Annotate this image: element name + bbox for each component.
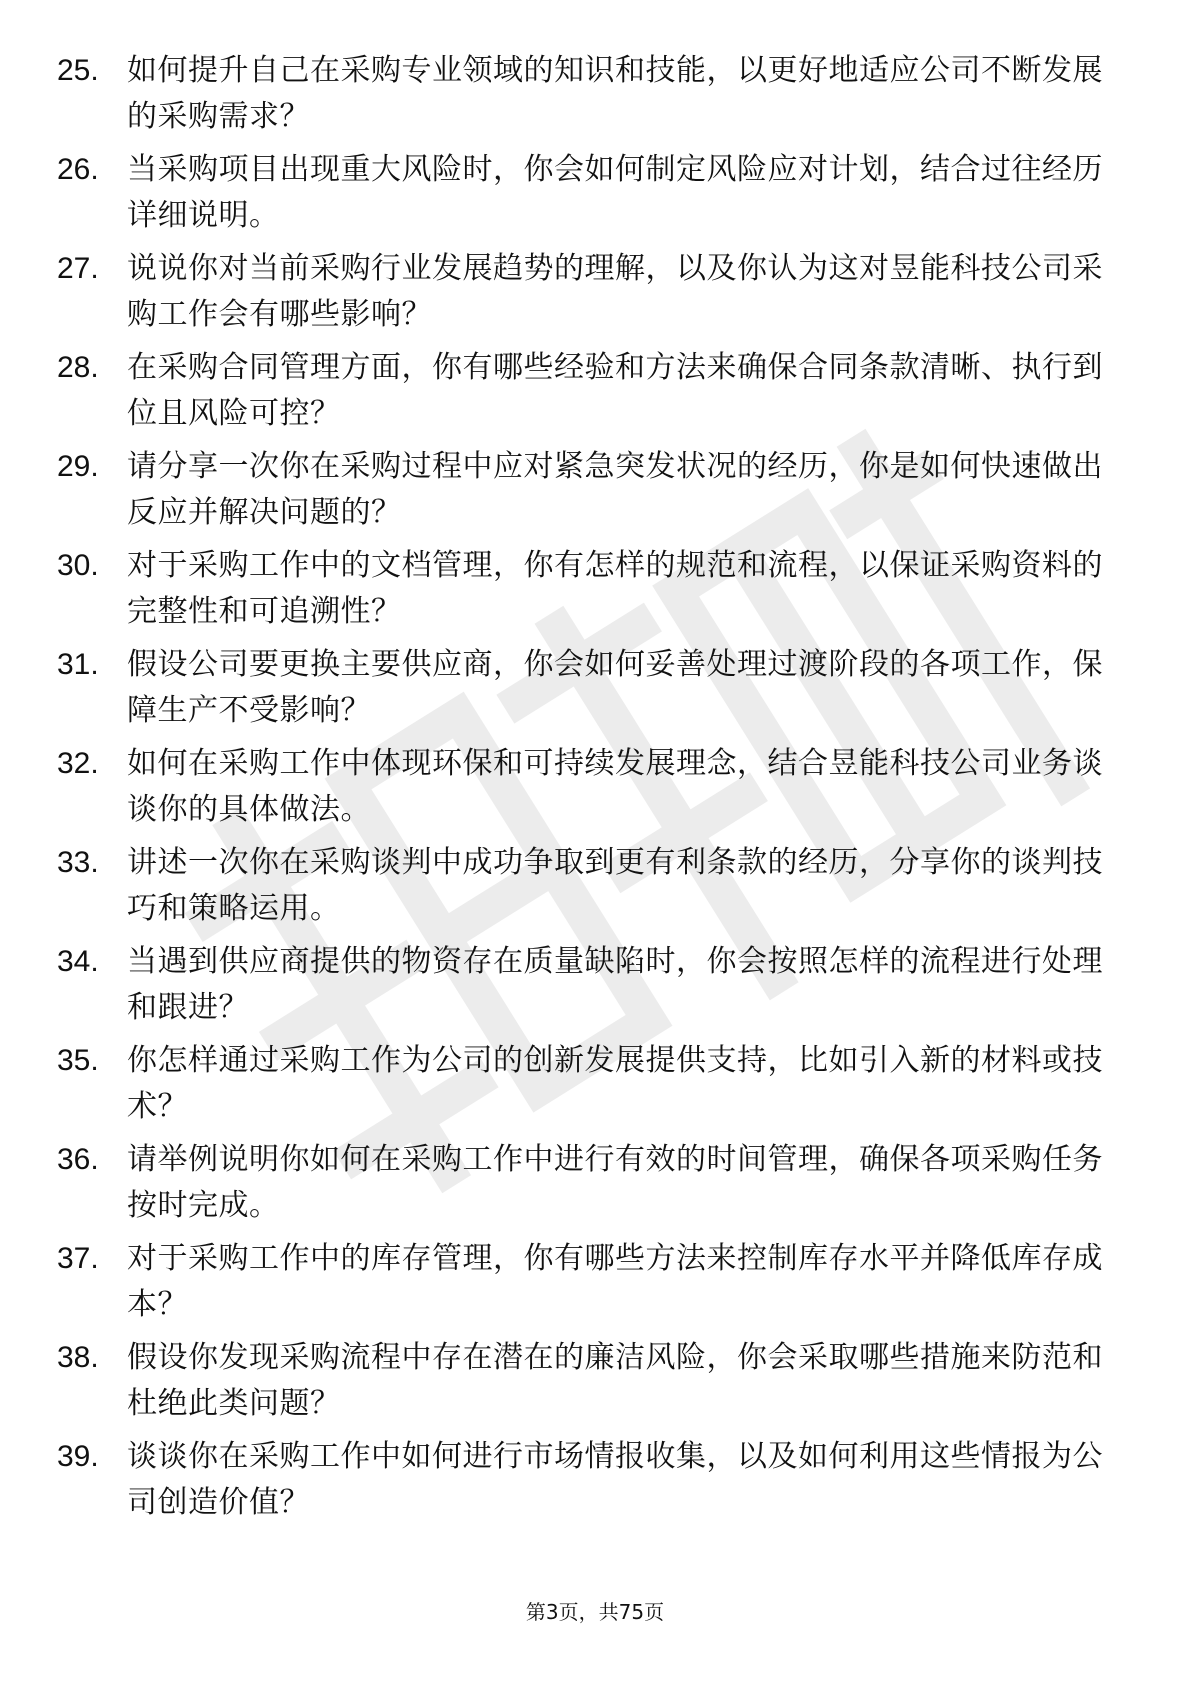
- question-number: 26.: [57, 153, 99, 186]
- question-item: [0, 147, 1190, 237]
- question-text: 如何提升自己在采购专业领域的知识和技能，以更好地适应公司不断发展的采购需求？: [127, 53, 1103, 134]
- question-text: 对于采购工作中的库存管理，你有哪些方法来控制库存水平并降低库存成本？: [127, 1241, 1103, 1322]
- question-text: 当采购项目出现重大风险时，你会如何制定风险应对计划，结合过往经历详细说明。: [127, 152, 1103, 233]
- question-number: 37.: [57, 1242, 99, 1275]
- question-item: [0, 345, 1190, 435]
- question-item: [0, 48, 1190, 138]
- question-text: 如何在采购工作中体现环保和可持续发展理念，结合昱能科技公司业务谈谈你的具体做法。: [127, 746, 1103, 827]
- question-item: [0, 1038, 1190, 1128]
- question-item: [0, 939, 1190, 1029]
- question-number: 28.: [57, 351, 99, 384]
- question-text: 说说你对当前采购行业发展趋势的理解，以及你认为这对昱能科技公司采购工作会有哪些影响？: [127, 251, 1103, 332]
- question-text: 请分享一次你在采购过程中应对紧急突发状况的经历，你是如何快速做出反应并解决问题的？: [127, 449, 1103, 530]
- page-footer: [0, 1598, 1190, 1626]
- question-number: 36.: [57, 1143, 99, 1176]
- question-number: 35.: [57, 1044, 99, 1077]
- question-text: 讲述一次你在采购谈判中成功争取到更有利条款的经历，分享你的谈判技巧和策略运用。: [127, 845, 1103, 926]
- question-text: 假设你发现采购流程中存在潜在的廉洁风险，你会采取哪些措施来防范和杜绝此类问题？: [127, 1340, 1103, 1421]
- question-text: 对于采购工作中的文档管理，你有怎样的规范和流程，以保证采购资料的完整性和可追溯性？: [127, 548, 1103, 629]
- question-text: 假设公司要更换主要供应商，你会如何妥善处理过渡阶段的各项工作，保障生产不受影响？: [127, 647, 1103, 728]
- question-text: 你怎样通过采购工作为公司的创新发展提供支持，比如引入新的材料或技术？: [127, 1043, 1103, 1124]
- question-item: [0, 642, 1190, 732]
- question-item: [0, 840, 1190, 930]
- question-number: 34.: [57, 945, 99, 978]
- question-number: 39.: [57, 1440, 99, 1473]
- question-item: [0, 1434, 1190, 1524]
- question-item: [0, 246, 1190, 336]
- question-item: [0, 444, 1190, 534]
- question-number: 25.: [57, 54, 99, 87]
- question-item: [0, 741, 1190, 831]
- question-number: 29.: [57, 450, 99, 483]
- question-text: 当遇到供应商提供的物资存在质量缺陷时，你会按照怎样的流程进行处理和跟进？: [127, 944, 1103, 1025]
- question-number: 31.: [57, 648, 99, 681]
- question-item: [0, 1236, 1190, 1326]
- question-text: 请举例说明你如何在采购工作中进行有效的时间管理，确保各项采购任务按时完成。: [127, 1142, 1103, 1223]
- question-number: 33.: [57, 846, 99, 879]
- question-number: 32.: [57, 747, 99, 780]
- question-item: [0, 1335, 1190, 1425]
- question-number: 27.: [57, 252, 99, 285]
- question-number: 30.: [57, 549, 99, 582]
- question-item: [0, 1137, 1190, 1227]
- question-number: 38.: [57, 1341, 99, 1374]
- page-number-label: 第3页，共75页: [525, 1600, 665, 1624]
- question-text: 谈谈你在采购工作中如何进行市场情报收集，以及如何利用这些情报为公司创造价值？: [127, 1439, 1103, 1520]
- question-item: [0, 543, 1190, 633]
- question-text: 在采购合同管理方面，你有哪些经验和方法来确保合同条款清晰、执行到位且风险可控？: [127, 350, 1103, 431]
